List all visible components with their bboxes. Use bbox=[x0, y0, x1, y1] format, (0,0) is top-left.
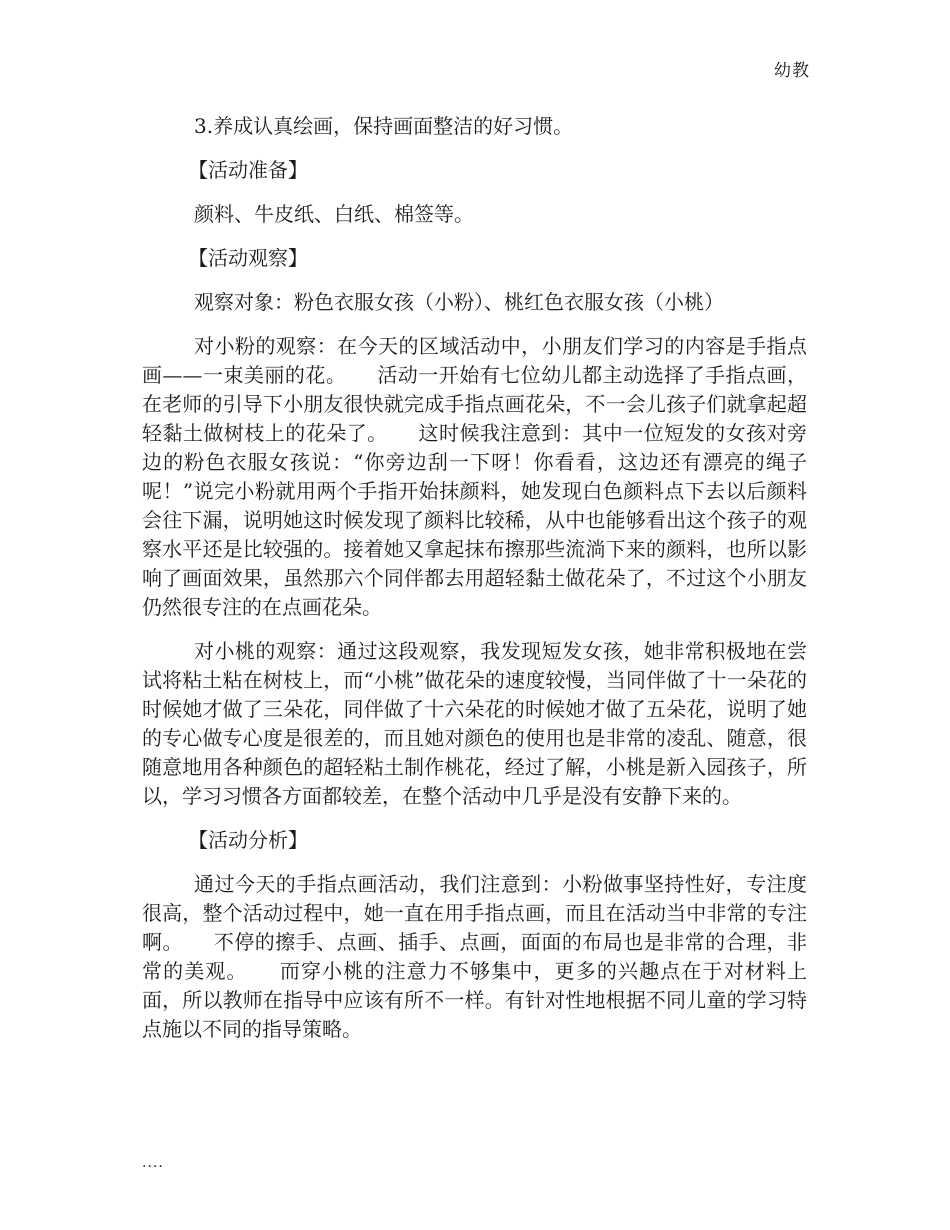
section-heading-preparation: 【活动准备】 bbox=[188, 158, 308, 182]
goal-item-3: 3.养成认真绘画，保持画面整洁的好习惯。 bbox=[194, 114, 574, 138]
paragraph-analysis: 通过今天的手指点画活动，我们注意到：小粉做事坚持性好，专注度很高，整个活动过程中，她一直在用手指点画，而且在活动当中非常的专注啊。 不停的擦手、点画、插手、点画，面面的布局也是非常的合理，非常的美观。 而穿小桃的注意力不够集中，更多的兴趣点在于对材料上面，所以教师在指导中应该有所不一样。有针对性地根据不同儿童的学习特点施以不同的指导策略。 bbox=[142, 872, 807, 1041]
section-heading-observation: 【活动观察】 bbox=[188, 246, 308, 270]
document-body bbox=[142, 112, 807, 1058]
section-heading-analysis: 【活动分析】 bbox=[188, 828, 308, 852]
observation-targets: 观察对象：粉色衣服女孩（小粉）、桃红色衣服女孩（小桃） bbox=[194, 290, 724, 314]
header-category-tag: 幼教 bbox=[774, 61, 810, 81]
paragraph-observation-xiaofen: 对小粉的观察：在今天的区域活动中，小朋友们学习的内容是手指点画——一束美丽的花。 活动一开始有七位幼儿都主动选择了手指点画，在老师的引导下小朋友很快就完成手指点画花朵，不一会儿孩子们就拿起超轻黏土做树枝上的花朵了。 这时候我注意到：其中一位短发的女孩对旁边的粉色衣服女孩说：“你旁边刮一下呀！你看看，这边还有漂亮的绳子呢！”说完小粉就用两个手指开始抹颜料，她发现白色颜料点下去以后颜料会往下漏，说明她这时候发现了颜料比较稀，从中也能够看出这个孩子的观察水平还是比较强的。接着她又拿起抹布擦那些流淌下来的颜料，也所以影响了画面效果，虽然那六个同伴都去用超轻黏土做花朵了，不过这个小朋友仍然很专注的在点画花朵。 bbox=[142, 334, 807, 619]
paragraph-observation-xiaotao: 对小桃的观察：通过这段观察，我发现短发女孩，她非常积极地在尝试将粘土粘在树枝上，而“小桃”做花朵的速度较慢，当同伴做了十一朵花的时候她才做了三朵花，同伴做了十六朵花的时候她才做了五朵花，说明了她的专心做专心度是很差的，而且她对颜色的使用也是非常的凌乱、随意，很随意地用各种颜色的超轻粘土制作桃花，经过了解，小桃是新入园孩子，所以，学习习惯各方面都较差，在整个活动中几乎是没有安静下来的。 bbox=[142, 639, 807, 808]
footer-ellipsis: .... bbox=[142, 1155, 164, 1171]
preparation-materials: 颜料、牛皮纸、白纸、棉签等。 bbox=[194, 202, 474, 226]
